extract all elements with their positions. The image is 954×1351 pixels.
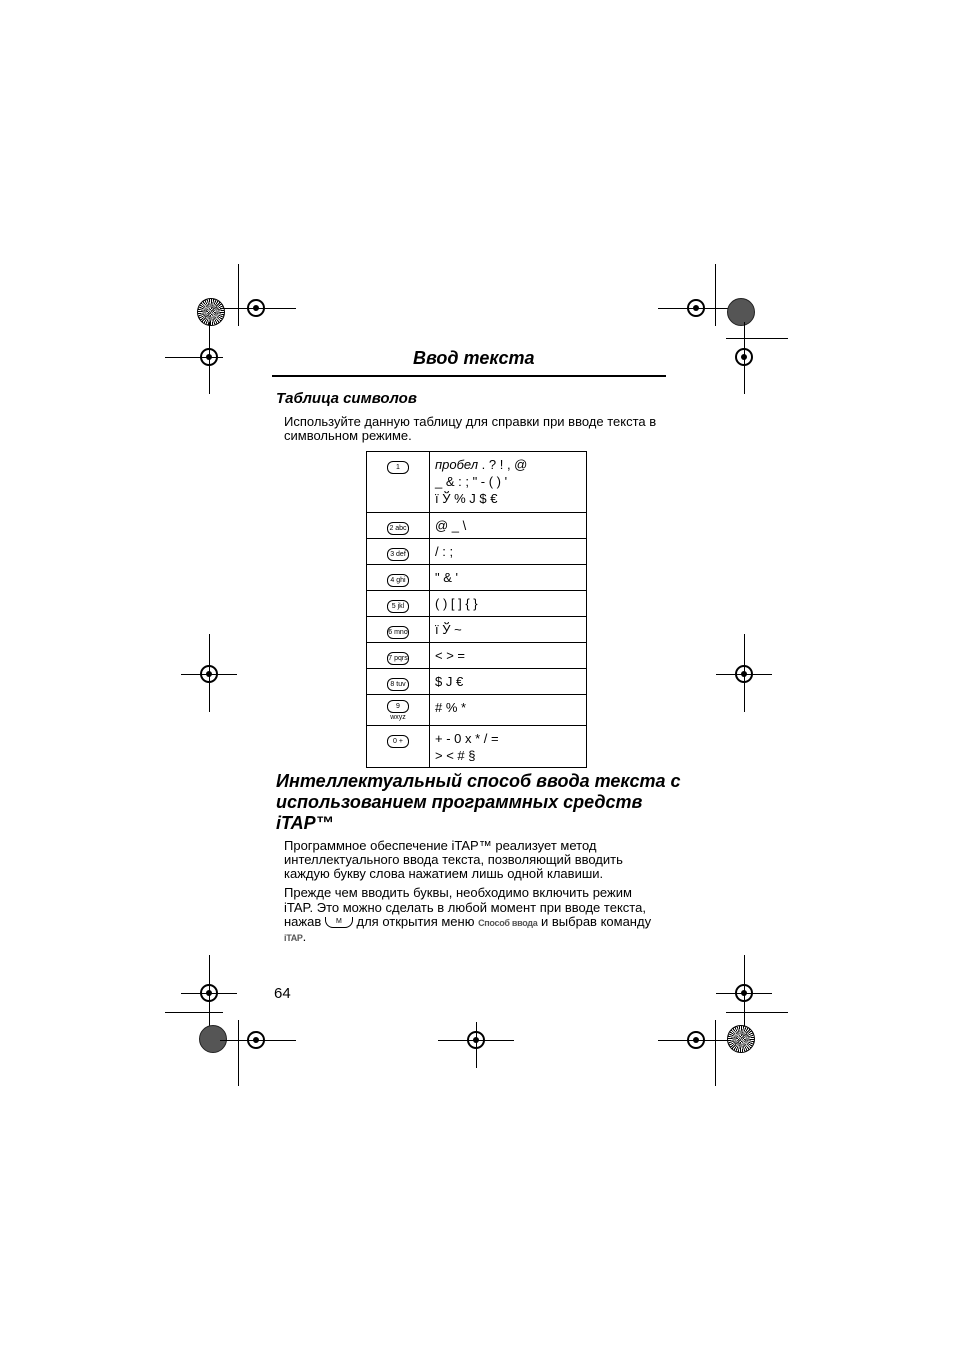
crop-line bbox=[726, 338, 788, 339]
itap-p2-line-2: iTAP. Это можно сделать в любой момент при вводе текста, bbox=[284, 900, 646, 915]
symbols-text: . ? ! , @ _ & : ; " - ( ) ' ï Ў % Ј $ € bbox=[435, 457, 528, 506]
key-cell bbox=[367, 539, 430, 565]
header-rule bbox=[272, 375, 666, 377]
crosshair-mark-icon bbox=[200, 665, 218, 683]
itap-p1-line-3: каждую букву слова нажатием лишь одной клавиши. bbox=[284, 866, 604, 881]
menu-name: Способ ввода bbox=[478, 918, 538, 928]
crosshair-mark-icon bbox=[687, 299, 705, 317]
itap-p2-end: . bbox=[302, 929, 307, 944]
key-cell bbox=[367, 695, 430, 726]
crosshair-mark-icon bbox=[200, 984, 218, 1002]
space-label: пробел bbox=[435, 457, 479, 472]
menu-key-icon: M bbox=[325, 917, 353, 928]
crop-line bbox=[715, 264, 716, 326]
sunburst-mark-icon bbox=[197, 298, 225, 326]
key-cell bbox=[367, 669, 430, 695]
itap-command: iTAP bbox=[284, 933, 303, 943]
crosshair-mark-icon bbox=[687, 1031, 705, 1049]
grey-disc-mark-icon bbox=[199, 1025, 227, 1053]
crosshair-mark-icon bbox=[467, 1031, 485, 1049]
symbols-text: " & ' bbox=[430, 565, 587, 591]
symbols-intro-line-1: Используйте данную таблицу для справки при вводе текста в bbox=[284, 414, 657, 429]
symbols-text: @ _ \ bbox=[430, 513, 587, 539]
crop-line bbox=[165, 1012, 223, 1013]
key-1-icon: 1 bbox=[387, 461, 409, 474]
key-cell bbox=[367, 565, 430, 591]
key-9-icon: 9 wxyz bbox=[387, 700, 409, 713]
crosshair-mark-icon bbox=[735, 665, 753, 683]
table-row bbox=[367, 565, 587, 591]
key-8-icon: 8 tuv bbox=[387, 678, 409, 691]
symbols-text: ( ) [ ] { } bbox=[430, 591, 587, 617]
symbols-text: ï Ў ~ bbox=[430, 617, 587, 643]
table-row bbox=[367, 726, 587, 768]
table-row bbox=[367, 695, 587, 726]
key-3-icon: 3 def bbox=[387, 548, 409, 561]
table-row bbox=[367, 617, 587, 643]
itap-p2-line-4 bbox=[284, 929, 306, 946]
key-4-icon: 4 ghi bbox=[387, 574, 409, 587]
symbols-text: $ Ј € bbox=[430, 669, 587, 695]
symbols-intro-line-2: символьном режиме. bbox=[284, 428, 412, 443]
symbols-text: / : ; bbox=[430, 539, 587, 565]
itap-heading: Интеллектуальный способ ввода текста с использованием программных средств iTAP™ bbox=[276, 771, 681, 833]
crop-line bbox=[726, 1012, 788, 1013]
table-row bbox=[367, 591, 587, 617]
sunburst-mark-icon bbox=[727, 1025, 755, 1053]
key-0-icon: 0 + bbox=[387, 735, 409, 748]
crosshair-mark-icon bbox=[247, 299, 265, 317]
key-cell bbox=[367, 617, 430, 643]
symbols-table bbox=[366, 451, 587, 768]
itap-p2-line-3 bbox=[284, 914, 651, 931]
table-row bbox=[367, 539, 587, 565]
itap-p1-line-1: Программное обеспечение iTAP™ реализует метод bbox=[284, 838, 597, 853]
key-cell bbox=[367, 591, 430, 617]
itap-p2-text: для открытия меню bbox=[356, 914, 475, 929]
key-cell bbox=[367, 513, 430, 539]
table-row bbox=[367, 643, 587, 669]
table-row bbox=[367, 513, 587, 539]
table-row bbox=[367, 452, 587, 513]
key-6-icon: 6 mno bbox=[387, 626, 409, 639]
symbols-text: + - 0 x * / = > < # § bbox=[430, 726, 587, 768]
grey-disc-mark-icon bbox=[727, 298, 755, 326]
symbols-heading: Таблица символов bbox=[276, 390, 417, 407]
crop-line bbox=[238, 264, 239, 326]
itap-p2-text: и выбрав команду bbox=[541, 914, 652, 929]
key-7-icon: 7 pqrs bbox=[387, 652, 409, 665]
itap-p1-line-2: интеллектуального ввода текста, позволяющий вводить bbox=[284, 852, 623, 867]
table-row bbox=[367, 669, 587, 695]
key-cell bbox=[367, 643, 430, 669]
symbols-text: # % * bbox=[430, 695, 587, 726]
crop-line bbox=[238, 1020, 239, 1086]
key-cell bbox=[367, 726, 430, 768]
crosshair-mark-icon bbox=[735, 348, 753, 366]
page-header-title: Ввод текста bbox=[413, 348, 535, 368]
key-5-icon: 5 jkl bbox=[387, 600, 409, 613]
crosshair-mark-icon bbox=[735, 984, 753, 1002]
itap-p2-text: нажав bbox=[284, 914, 322, 929]
key-2-icon: 2 abc bbox=[387, 522, 409, 535]
key-cell bbox=[367, 452, 430, 513]
page-number: 64 bbox=[274, 985, 291, 1002]
crosshair-mark-icon bbox=[247, 1031, 265, 1049]
itap-p2-line-1: Прежде чем вводить буквы, необходимо включить режим bbox=[284, 885, 632, 900]
symbols-cell bbox=[430, 452, 587, 513]
symbols-text: < > = bbox=[430, 643, 587, 669]
crop-line bbox=[715, 1020, 716, 1086]
crosshair-mark-icon bbox=[200, 348, 218, 366]
